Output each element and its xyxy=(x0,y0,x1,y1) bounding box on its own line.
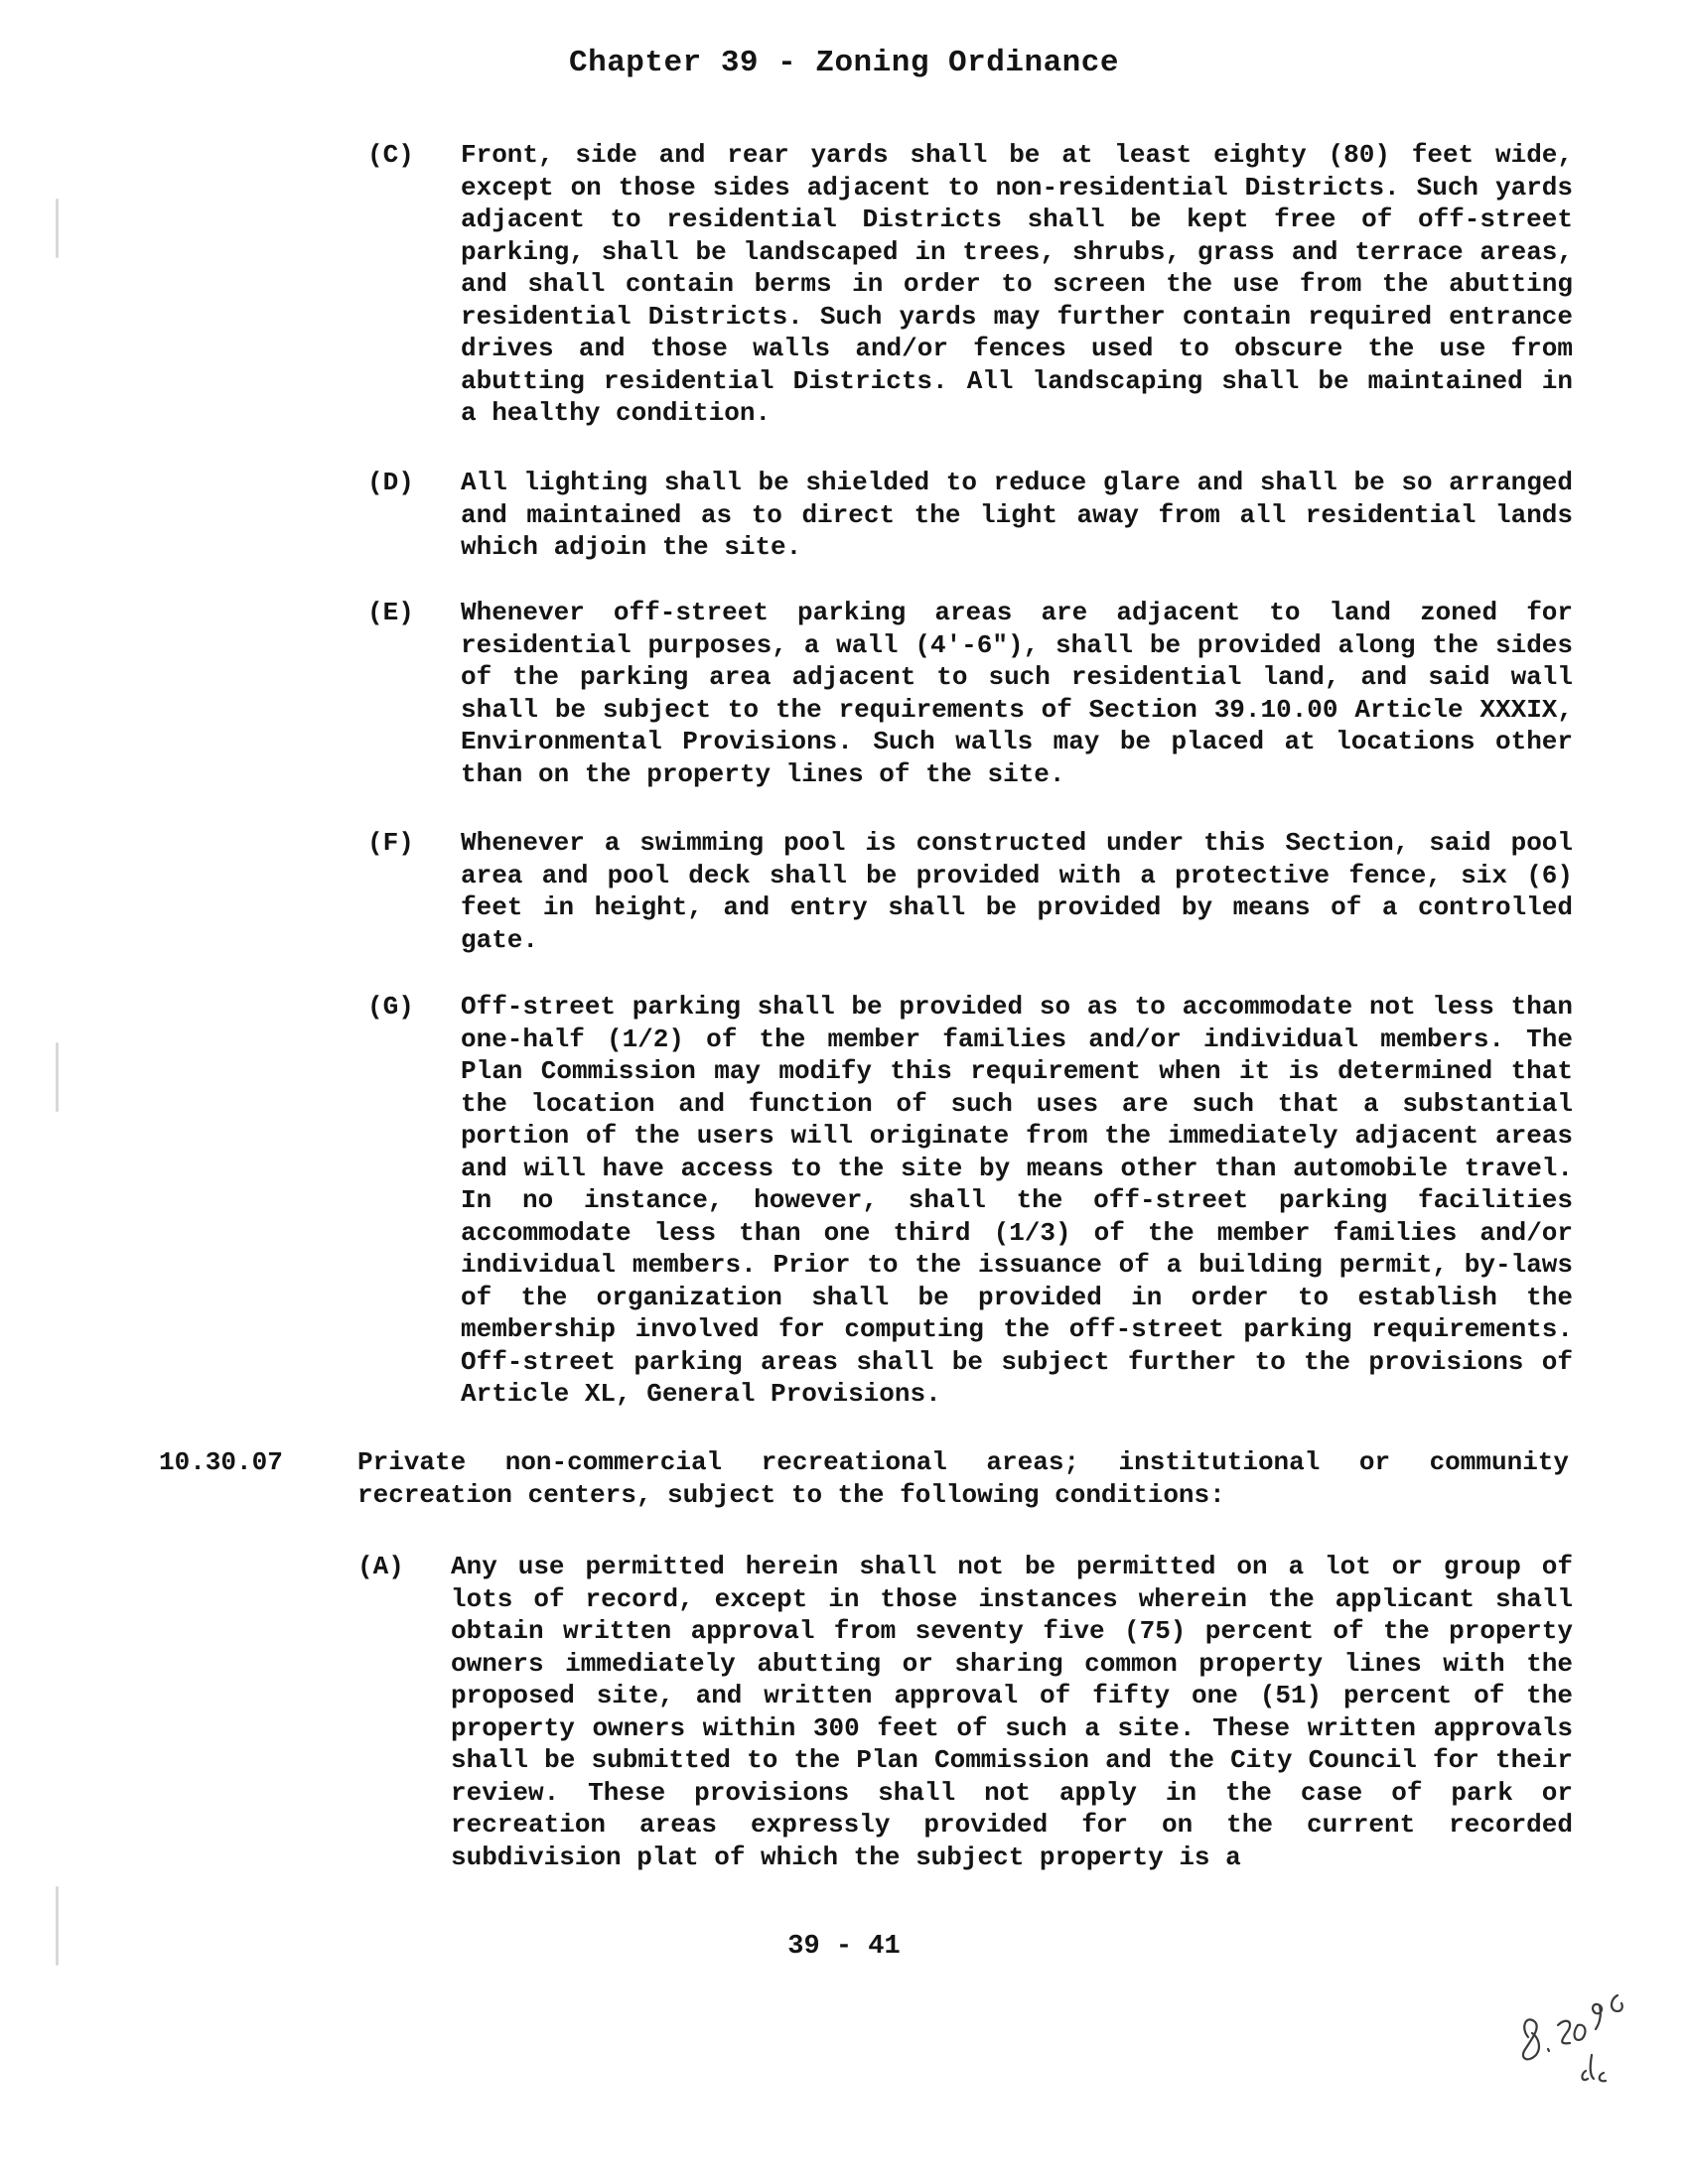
handwritten-initials-signature xyxy=(1514,1976,1643,2095)
paragraph-text: All lighting shall be shielded to reduce glare and shall be so arranged and maintained as to direct the light away from all residential lands which adjoin the site. xyxy=(461,468,1573,562)
scan-artifact xyxy=(56,1042,59,1112)
paragraph-label: (A) xyxy=(357,1552,404,1581)
section-text: Private non-commercial recreational areas; institutional or community recreation centers, subject to the following conditions: xyxy=(357,1447,1569,1510)
paragraph-label: (E) xyxy=(367,598,414,627)
scan-artifact xyxy=(56,1886,59,1966)
scan-artifact xyxy=(56,199,59,258)
paragraph-label: (D) xyxy=(367,468,414,497)
paragraph-text: Front, side and rear yards shall be at least eighty (80) feet wide, except on those sides adjacent to non-residential Districts. Such yards adjacent to residential Districts shall be kept free of off-street parking, shall be landscaped in trees, shrubs, grass and terrace areas, and shall contain berms in order to screen the use from the abutting residential Districts. Such yards may further contain required entrance drives and those walls and/or fences used to obscure the use from abutting residential Districts. All landscaping shall be maintained in a healthy condition. xyxy=(461,140,1573,428)
section-number: 10.30.07 xyxy=(159,1447,283,1477)
paragraph-label: (G) xyxy=(367,992,414,1022)
page-title: Chapter 39 - Zoning Ordinance xyxy=(569,46,1119,80)
paragraph-label: (F) xyxy=(367,828,414,858)
paragraph-label: (C) xyxy=(367,140,414,170)
page-number: 39 - 41 xyxy=(787,1932,901,1962)
paragraph-text: Whenever off-street parking areas are adjacent to land zoned for residential purposes, a wall (4'-6"), shall be provided along the sides of the parking area adjacent to such residential land, and said wall shall be subject to the requirements of Section 39.10.00 Article XXXIX, Environmental Provisions. Such walls may be placed at locations other than on the property lines of the site. xyxy=(461,598,1573,789)
paragraph-text: Whenever a swimming pool is constructed under this Section, said pool area and pool deck shall be provided with a protective fence, six (6) feet in height, and entry shall be provided by means of a controlled gate. xyxy=(461,828,1573,955)
paragraph-text: Off-street parking shall be provided so as to accommodate not less than one-half (1/2) of the member families and/or individual members. The Plan Commission may modify this requirement when it is determined that the location and function of such uses are such that a substantial portion of the users will originate from the immediately adjacent areas and will have access to the site by means other than automobile travel. In no instance, however, shall the off-street parking facilities accommodate less than one third (1/3) of the member families and/or individual members. Prior to the issuance of a building permit, by-laws of the organization shall be provided in order to establish the membership involved for computing the off-street parking requirements. Off-street parking areas shall be subject further to the provisions of Article XL, General Provisions. xyxy=(461,992,1573,1409)
paragraph-text: Any use permitted herein shall not be permitted on a lot or group of lots of record, except in those instances wherein the applicant shall obtain written approval from seventy five (75) percent of the property owners immediately abutting or sharing common property lines with the proposed site, and written approval of fifty one (51) percent of the property owners within 300 feet of such a site. These written approvals shall be submitted to the Plan Commission and the City Council for their review. These provisions shall not apply in the case of park or recreation areas expressly provided for on the current recorded subdivision plat of which the subject property is a xyxy=(451,1552,1573,1872)
